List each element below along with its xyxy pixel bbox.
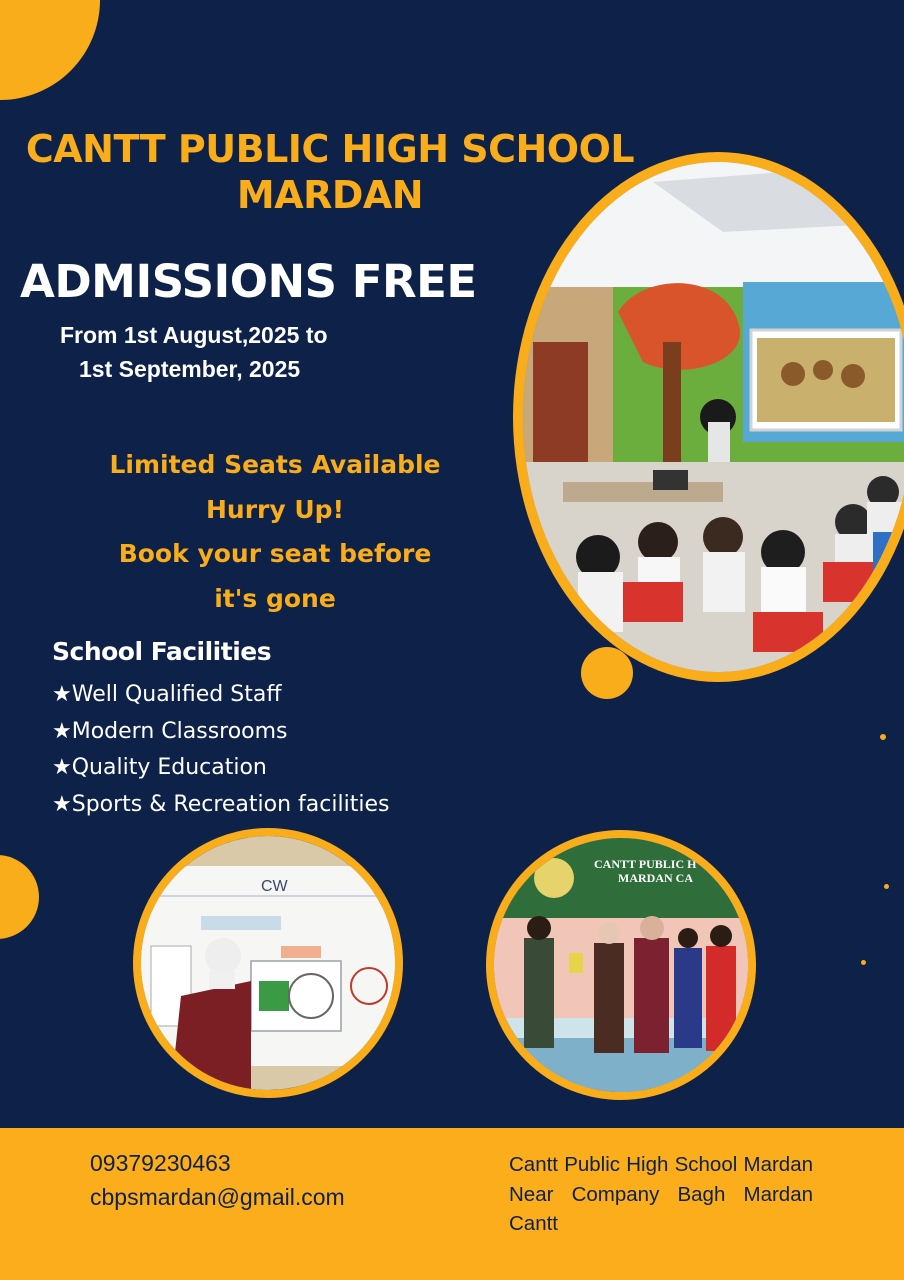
decorative-dot: [861, 960, 866, 965]
school-name: [20, 126, 640, 218]
facility-item: ★Modern Classrooms: [52, 718, 288, 744]
star-icon: ★: [52, 718, 72, 744]
cta-line1: Limited Seats Available: [109, 450, 441, 479]
whiteboard-photo: [133, 828, 403, 1098]
whiteboard-heading: CW: [261, 878, 288, 895]
dates-line2: 1st September, 2025: [79, 356, 301, 382]
phone-number[interactable]: 09379230463: [90, 1150, 231, 1176]
dates-line1: From 1st August,2025 to: [60, 322, 328, 348]
school-name-line2: MARDAN: [236, 173, 424, 217]
cta-line3: Book your seat before: [118, 539, 432, 568]
decorative-circle-top-left: [0, 0, 100, 100]
cta-line2: Hurry Up!: [206, 494, 344, 524]
call-to-action: [70, 443, 480, 621]
contact-details: [90, 1146, 345, 1214]
award-ceremony-photo: [486, 830, 756, 1100]
email-address[interactable]: cbpsmardan@gmail.com: [90, 1184, 345, 1210]
decorative-circle-left: [0, 855, 39, 939]
facilities-list: [52, 677, 389, 823]
decorative-dot: [884, 884, 889, 889]
admissions-headline: ADMISSIONS FREE: [20, 255, 477, 308]
cta-line4: it's gone: [214, 583, 336, 613]
decorative-circle-middle: [581, 647, 633, 699]
school-name-line1: CANTT PUBLIC HIGH SCHOOL: [25, 127, 635, 171]
banner-text-2: MARDAN CA: [618, 871, 693, 885]
facilities-title: School Facilities: [52, 637, 272, 666]
classroom-illustration: [523, 162, 904, 672]
banner-text-1: CANTT PUBLIC H: [594, 857, 697, 871]
admission-dates: [60, 318, 328, 386]
classroom-photo: [513, 152, 904, 682]
star-icon: ★: [52, 682, 72, 707]
facility-item: ★Quality Education: [52, 755, 267, 780]
facility-item: ★Well Qualified Staff: [52, 682, 282, 707]
facility-item: ★Sports & Recreation facilities: [52, 791, 390, 817]
star-icon: ★: [52, 755, 72, 780]
whiteboard-illustration: [141, 836, 395, 1090]
school-address: Cantt Public High School Mardan Near Company Bagh Mardan Cantt: [509, 1153, 813, 1235]
star-icon: ★: [52, 791, 72, 817]
award-illustration: [494, 838, 748, 1092]
contact-footer: [0, 1128, 904, 1280]
decorative-dot: [880, 734, 886, 740]
